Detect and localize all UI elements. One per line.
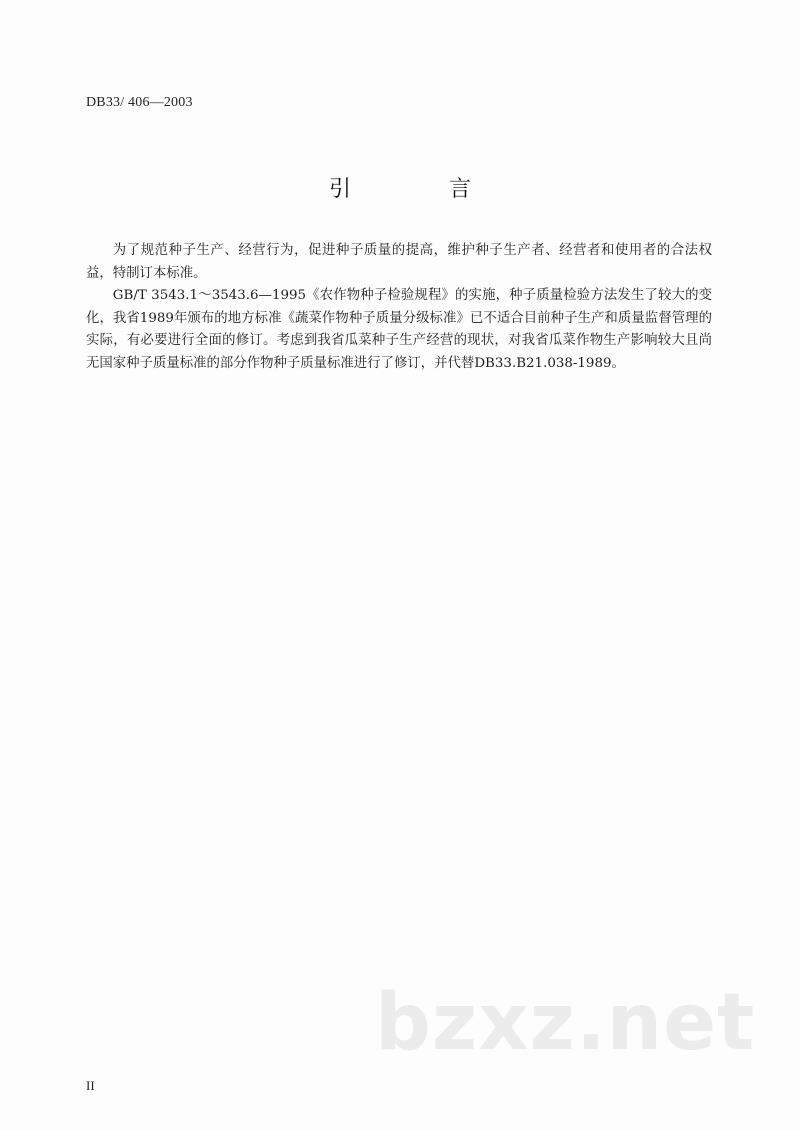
- paragraph: 为了规范种子生产、经营行为，促进种子质量的提高，维护种子生产者、经营者和使用者的合法权益，特制订本标准。: [86, 243, 712, 281]
- watermark: bzxz.net: [375, 978, 756, 1068]
- section-title: 引 言: [328, 177, 509, 202]
- page-number: II: [86, 1078, 95, 1093]
- document-code: DB33/ 406—2003: [86, 95, 193, 110]
- paragraph: GB/T 3543.1～3543.6—1995《农作物种子检验规程》的实施，种子质量检验方法发生了较大的变化，我省1989年颁布的地方标准《蔬菜作物种子质量分级标准》已不适合目前种子生产和质量监督管理的实际，有必要进行全面的修订。考虑到我省瓜菜种子生产经营的现状，对我省瓜菜作物生产影响较大且尚无国家种子质量标准的部分作物种子质量标准进行了修订，并代替DB33.B21.038-1989。: [86, 288, 712, 371]
- document-body: [86, 240, 712, 375]
